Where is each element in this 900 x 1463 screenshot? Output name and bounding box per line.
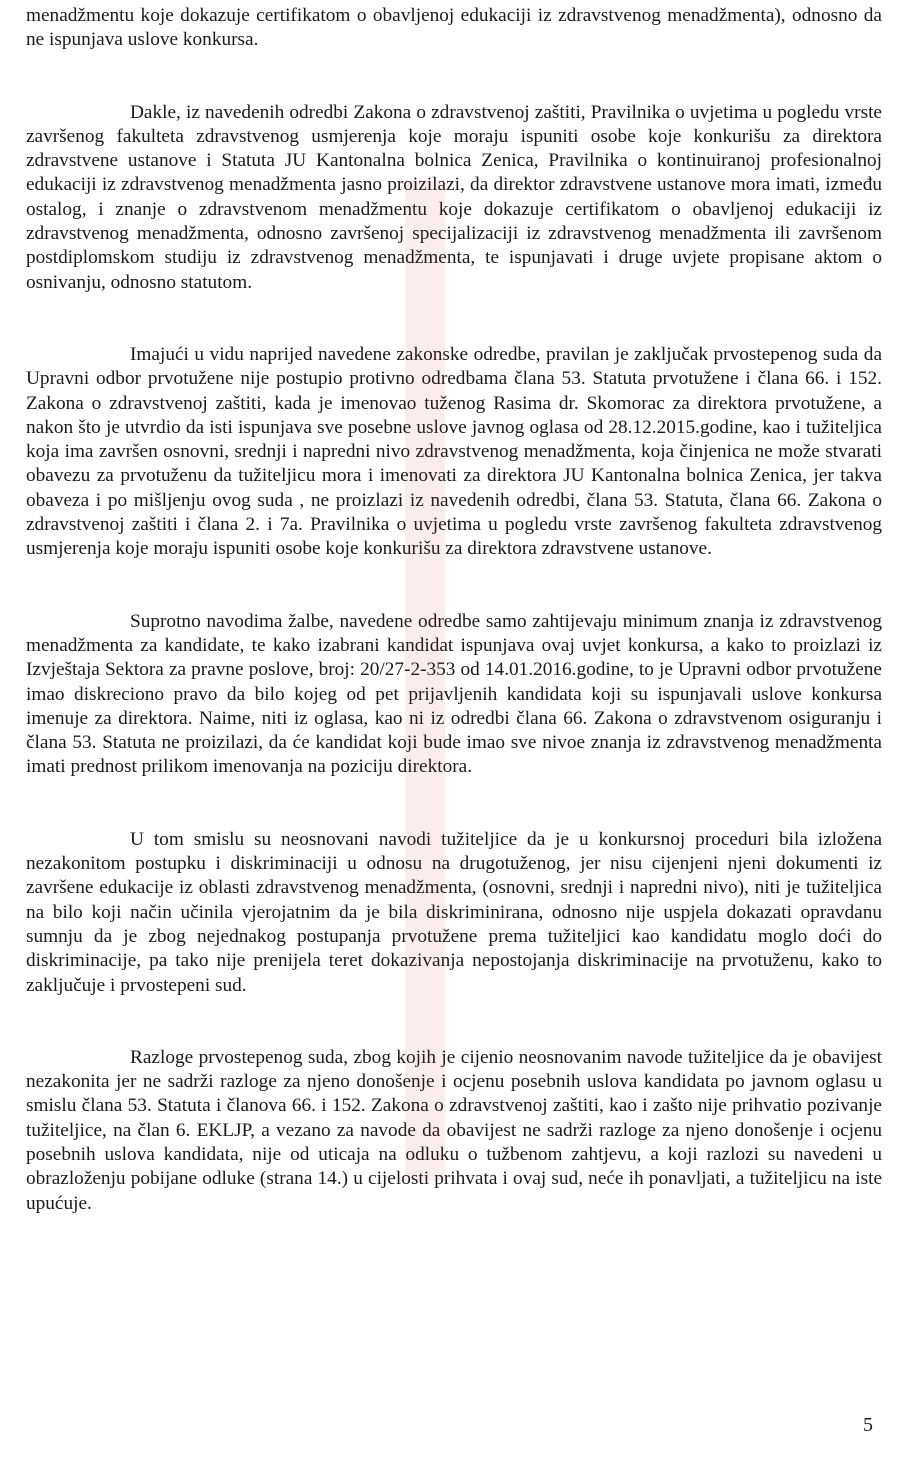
paragraph-diskriminacija: U tom smislu su neosnovani navodi tužiteljice da je u konkursnoj proceduri bila izložena nezakonitom postupku i diskriminaciji u odnosu na drugotuženog, jer nisu cijenjeni njeni dokumenti iz završene edukacije iz oblasti zdravstvenog menadžmenta, (osnovni, srednji i napredni nivo), niti je tužiteljica na bilo koji način učinila vjerojatnim da je bila diskriminirana, odnosno nije uspjela dokazati opravdanu sumnju da je zbog nejednakog postupanja prvotužene prema tužiteljici kao kandidatu moglo doći do diskriminacije, pa tako nije prenijela teret dokazivanja nepostojanja diskriminacije na prvotuženu, kako to zaključuje i prvostepeni sud. [26, 828, 882, 996]
paragraph-gap [26, 998, 882, 1046]
paragraph-gap [26, 295, 882, 343]
paragraph-gap [26, 53, 882, 101]
page-number: 5 [863, 1414, 873, 1436]
paragraph-gap [26, 562, 882, 610]
paragraph-navodi-zalbe: Suprotno navodima žalbe, navedene odredbe samo zahtijevaju minimum znanja iz zdravstvenog menadžmenta za kandidate, te kako izabrani kandidat ispunjava ovaj uvjet konkursa, a kako to proizlazi iz Izvještaja Sektora za pravne poslove, broj: 20/27-2-353 od 14.01.2016.godine, to je Upravni odbor prvotužene imao diskreciono pravo da bilo kojeg od pet prijavljenih kandidata koji su ispunjavali uslove konkursa imenuje za direktora. Naime, niti iz oglasa, kao ni iz odredbi člana 66. Zakona o zdravstvenom osiguranju i člana 53. Statuta ne proizilazi, da će kandidat koji bude imao sve nivoe znanja iz zdravstvenog menadžmenta imati prednost prilikom imenovanja na poziciju direktora. [26, 610, 882, 778]
paragraph-zakljucak-suda: Imajući u vidu naprijed navedene zakonske odredbe, pravilan je zaključak prvostepenog suda da Upravni odbor prvotužene nije postupio protivno odredbama člana 53. Statuta prvotužene i člana 66. i 152. Zakona o zdravstvenoj zaštiti, kada je imenovao tuženog Rasima dr. Skomorac za direktora prvotužene, a nakon što je utvrdio da isti ispunjava sve posebne uslove javnog oglasa od 28.12.2015.godine, kao i tužiteljica koja ima završen osnovni, srednji i napredni nivo zdravstvenog menadžmenta, koja činjenica ne može stvarati obavezu za prvotuženu da tužiteljicu mora i imenovati za direktora JU Kantonalna bolnica Zenica, jer takva obaveza i po mišljenju ovog suda , ne proizlazi iz navedenih odredbi, člana 53. Statuta, člana 66. Zakona o zdravstvenoj zaštiti i člana 2. i 7a. Pravilnika o uvjetima u pogledu vrste završenog fakulteta zdravstvenog usmjerenja koje moraju ispuniti osobe koje konkurišu za direktora zdravstvene ustanove. [26, 343, 882, 560]
paragraph-razlozi-suda: Razloge prvostepenog suda, zbog kojih je cijenio neosnovanim navode tužiteljice da je obavijest nezakonita jer ne sadrži razloge za njeno donošenje i ocjenu posebnih uslova kandidata po javnom oglasu u smislu člana 53. Statuta i članova 66. i 152. Zakona o zdravstvenoj zaštiti, kao i zašto nije prihvatio pozivanje tužiteljice, na član 6. EKLJP, a vezano za navode da obavijest ne sadrži razloge za njeno donošenje i ocjenu posebnih uslova kandidata, nije od uticaja na odluku o tužbenom zahtjevu, a koji razlozi su navedeni u obrazloženju pobijane odluke (strana 14.) u cijelosti prihvata i ovaj sud, neće ih ponavljati, a tužiteljicu na iste upućuje. [26, 1046, 882, 1214]
paragraph-continuation: menadžmentu koje dokazuje certifikatom o obavljenoj edukaciji iz zdravstvenog menadžmenta), odnosno da ne ispunjava uslove konkursa. [26, 5, 882, 51]
paragraph-zakljucak-odredbi: Dakle, iz navedenih odredbi Zakona o zdravstvenoj zaštiti, Pravilnika o uvjetima u pogledu vrste završenog fakulteta zdravstvenog usmjerenja koje moraju ispuniti osobe koje konkurišu za direktora zdravstvene ustanove i Statuta JU Kantonalna bolnica Zenica, Pravilnika o kontinuiranoj profesionalnoj edukaciji iz zdravstvenog menadžmenta jasno proizilazi, da direktor zdravstvene ustanove mora imati, između ostalog, i znanje o zdravstvenom menadžmentu koje dokazuje certifikatom o obavljenoj edukaciji iz zdravstvenog menadžmenta, odnosno završenoj specijalizaciji iz zdravstvenog menadžmenta ili završenom postdiplomskom studiju iz zdravstvenog menadžmenta, te ispunjavati i druge uvjete propisane aktom o osnivanju, odnosno statutom. [26, 101, 882, 293]
paragraph-gap [26, 780, 882, 828]
